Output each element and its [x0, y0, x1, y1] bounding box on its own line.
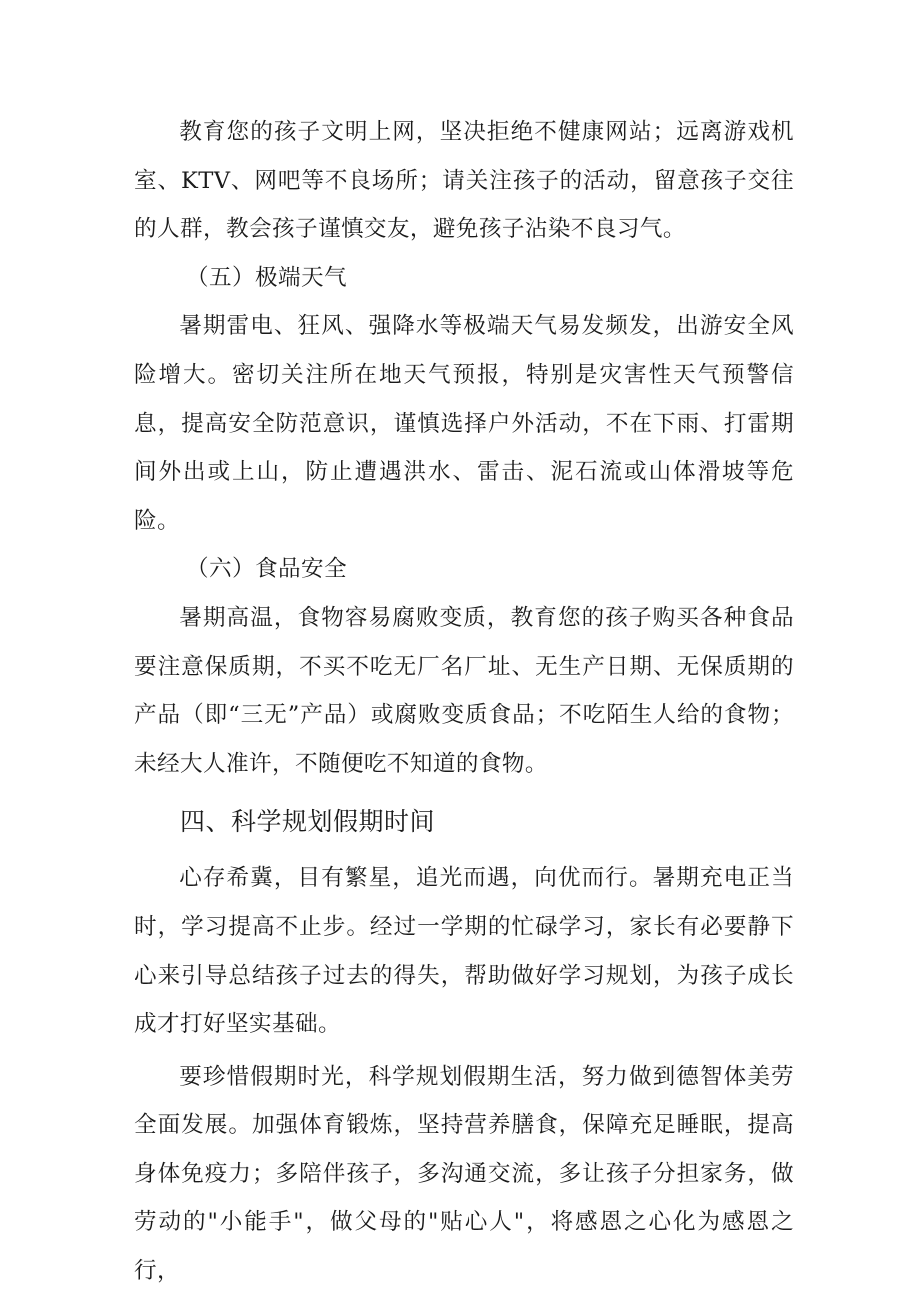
paragraph-food-safety: 暑期高温，食物容易腐败变质，教育您的孩子购买各种食品要注意保质期，不买不吃无厂名厂址、无生产日期、无保质期的产品（即“三无”产品）或腐败变质食品；不吃陌生人给的食物；未经大人准许，不随便吃不知道的食物。 — [134, 604, 794, 777]
paragraph-vacation-life: 要珍惜假期时光，科学规划假期生活，努力做到德智体美劳全面发展。加强体育锻炼，坚持营养膳食，保障充足睡眠，提高身体免疫力；多陪伴孩子，多沟通交流，多让孩子分担家务，做劳动的"小能手"，做父母的"贴心人"，将感恩之心化为感恩之行， — [134, 1063, 794, 1285]
paragraph-extreme-weather: 暑期雷电、狂风、强降水等极端天气易发频发，出游安全风险增大。密切关注所在地天气预报，特别是灾害性天气预警信息，提高安全防范意识，谨慎选择户外活动，不在下雨、打雷期间外出或上山，防止遭遇洪水、雷击、泥石流或山体滑坡等危险。 — [134, 313, 794, 534]
document-page — [134, 108, 794, 1296]
subheading-food-safety: （六）食品安全 — [186, 556, 347, 583]
paragraph-internet-safety: 教育您的孩子文明上网，坚决拒绝不健康网站；远离游戏机室、KTV、网吧等不良场所；请关注孩子的活动，留意孩子交往的人群，教会孩子谨慎交友，避免孩子沾染不良习气。 — [134, 119, 794, 243]
section-heading-plan-vacation: 四、科学规划假期时间 — [180, 807, 436, 837]
paragraph-study-planning: 心存希冀，目有繁星，追光而遇，向优而行。暑期充电正当时，学习提高不止步。经过一学期的忙碌学习，家长有必要静下心来引导总结孩子过去的得失，帮助做好学习规划，为孩子成长成才打好坚实基础。 — [134, 865, 794, 1038]
subheading-extreme-weather: （五）极端天气 — [186, 264, 347, 291]
